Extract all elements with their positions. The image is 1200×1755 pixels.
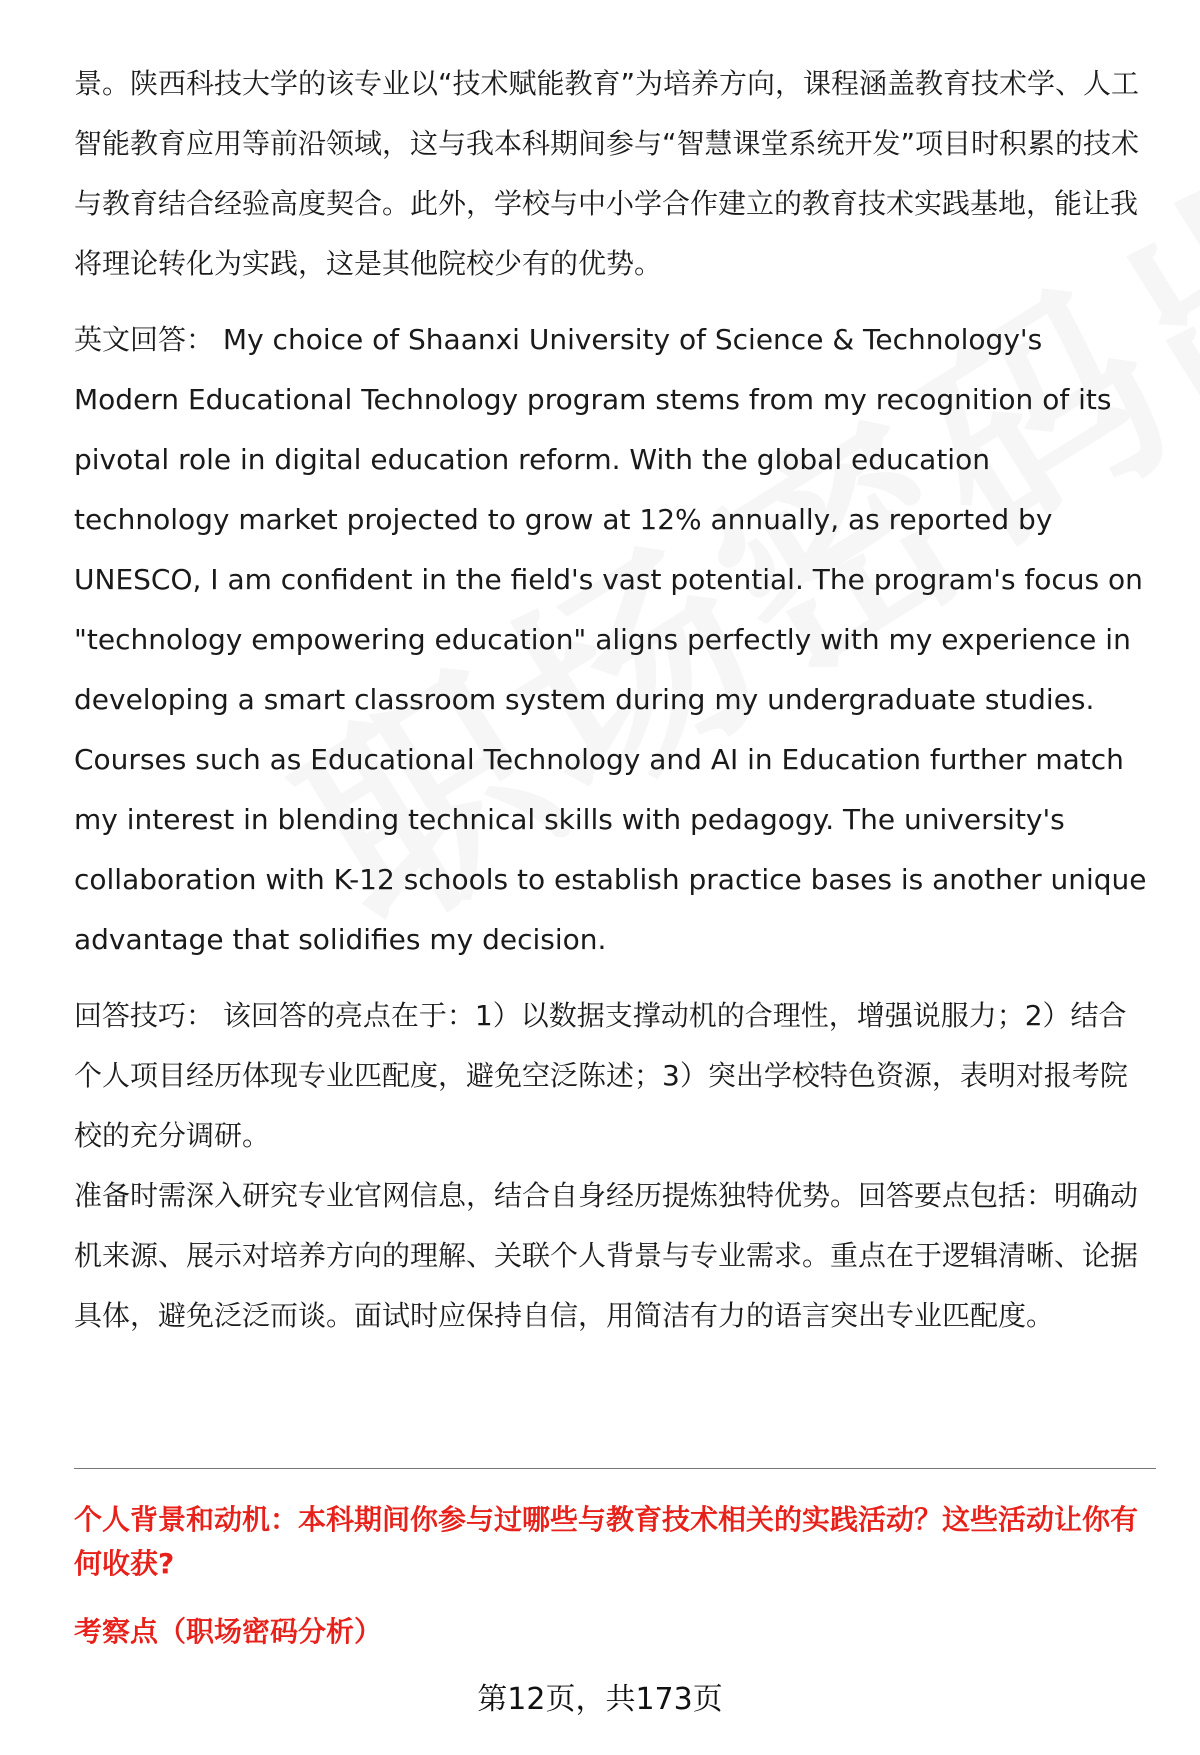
- english-answer-text: My choice of Shaanxi University of Science & Technology's Modern Educational Technology program stems from my recognition of its pivotal role in digital education reform. With the global education technology market projected to grow at 12% annually, as reported by UNESCO, I am confident in the field's vast potential. The program's focus on "technology empowering education" aligns perfectly with my experience in developing a smart classroom system during my undergraduate studies. Courses such as Educational Technology and AI in Education further match my interest in blending technical skills with pedagogy. The university's collaboration with K-12 schools to establish practice bases is another unique advantage that solidifies my decision.: [74, 323, 1147, 956]
- paragraph-english-answer: [74, 310, 1154, 970]
- section-divider: [74, 1468, 1156, 1469]
- answer-tips-label: 回答技巧：: [74, 999, 215, 1032]
- answer-tips-text: 该回答的亮点在于：1）以数据支撑动机的合理性，增强说服力；2）结合个人项目经历体现专业匹配度，避免空泛陈述；3）突出学校特色资源，表明对报考院校的充分调研。: [74, 999, 1128, 1152]
- exam-point-heading: 考察点（职场密码分析）: [74, 1615, 383, 1648]
- paragraph-school-reason: 景。陕西科技大学的该专业以“技术赋能教育”为培养方向，课程涵盖教育技术学、人工智能教育应用等前沿领域，这与我本科期间参与“智慧课堂系统开发”项目时积累的技术与教育结合经验高度契合。此外，学校与中小学合作建立的教育技术实践基地，能让我将理论转化为实践，这是其他院校少有的优势。: [74, 67, 1140, 280]
- question-heading: 个人背景和动机：本科期间你参与过哪些与教育技术相关的实践活动？这些活动让你有何收获?: [74, 1503, 1139, 1580]
- english-answer-label: 英文回答：: [74, 323, 215, 356]
- paragraph-preparation: 准备时需深入研究专业官网信息，结合自身经历提炼独特优势。回答要点包括：明确动机来源、展示对培养方向的理解、关联个人背景与专业需求。重点在于逻辑清晰、论据具体，避免泛泛而谈。面试时应保持自信，用简洁有力的语言突出专业匹配度。: [74, 1179, 1139, 1332]
- paragraph-answer-tips: [74, 986, 1154, 1166]
- document-body: [74, 54, 1154, 1346]
- page-number: 第12页，共173页: [477, 1682, 723, 1717]
